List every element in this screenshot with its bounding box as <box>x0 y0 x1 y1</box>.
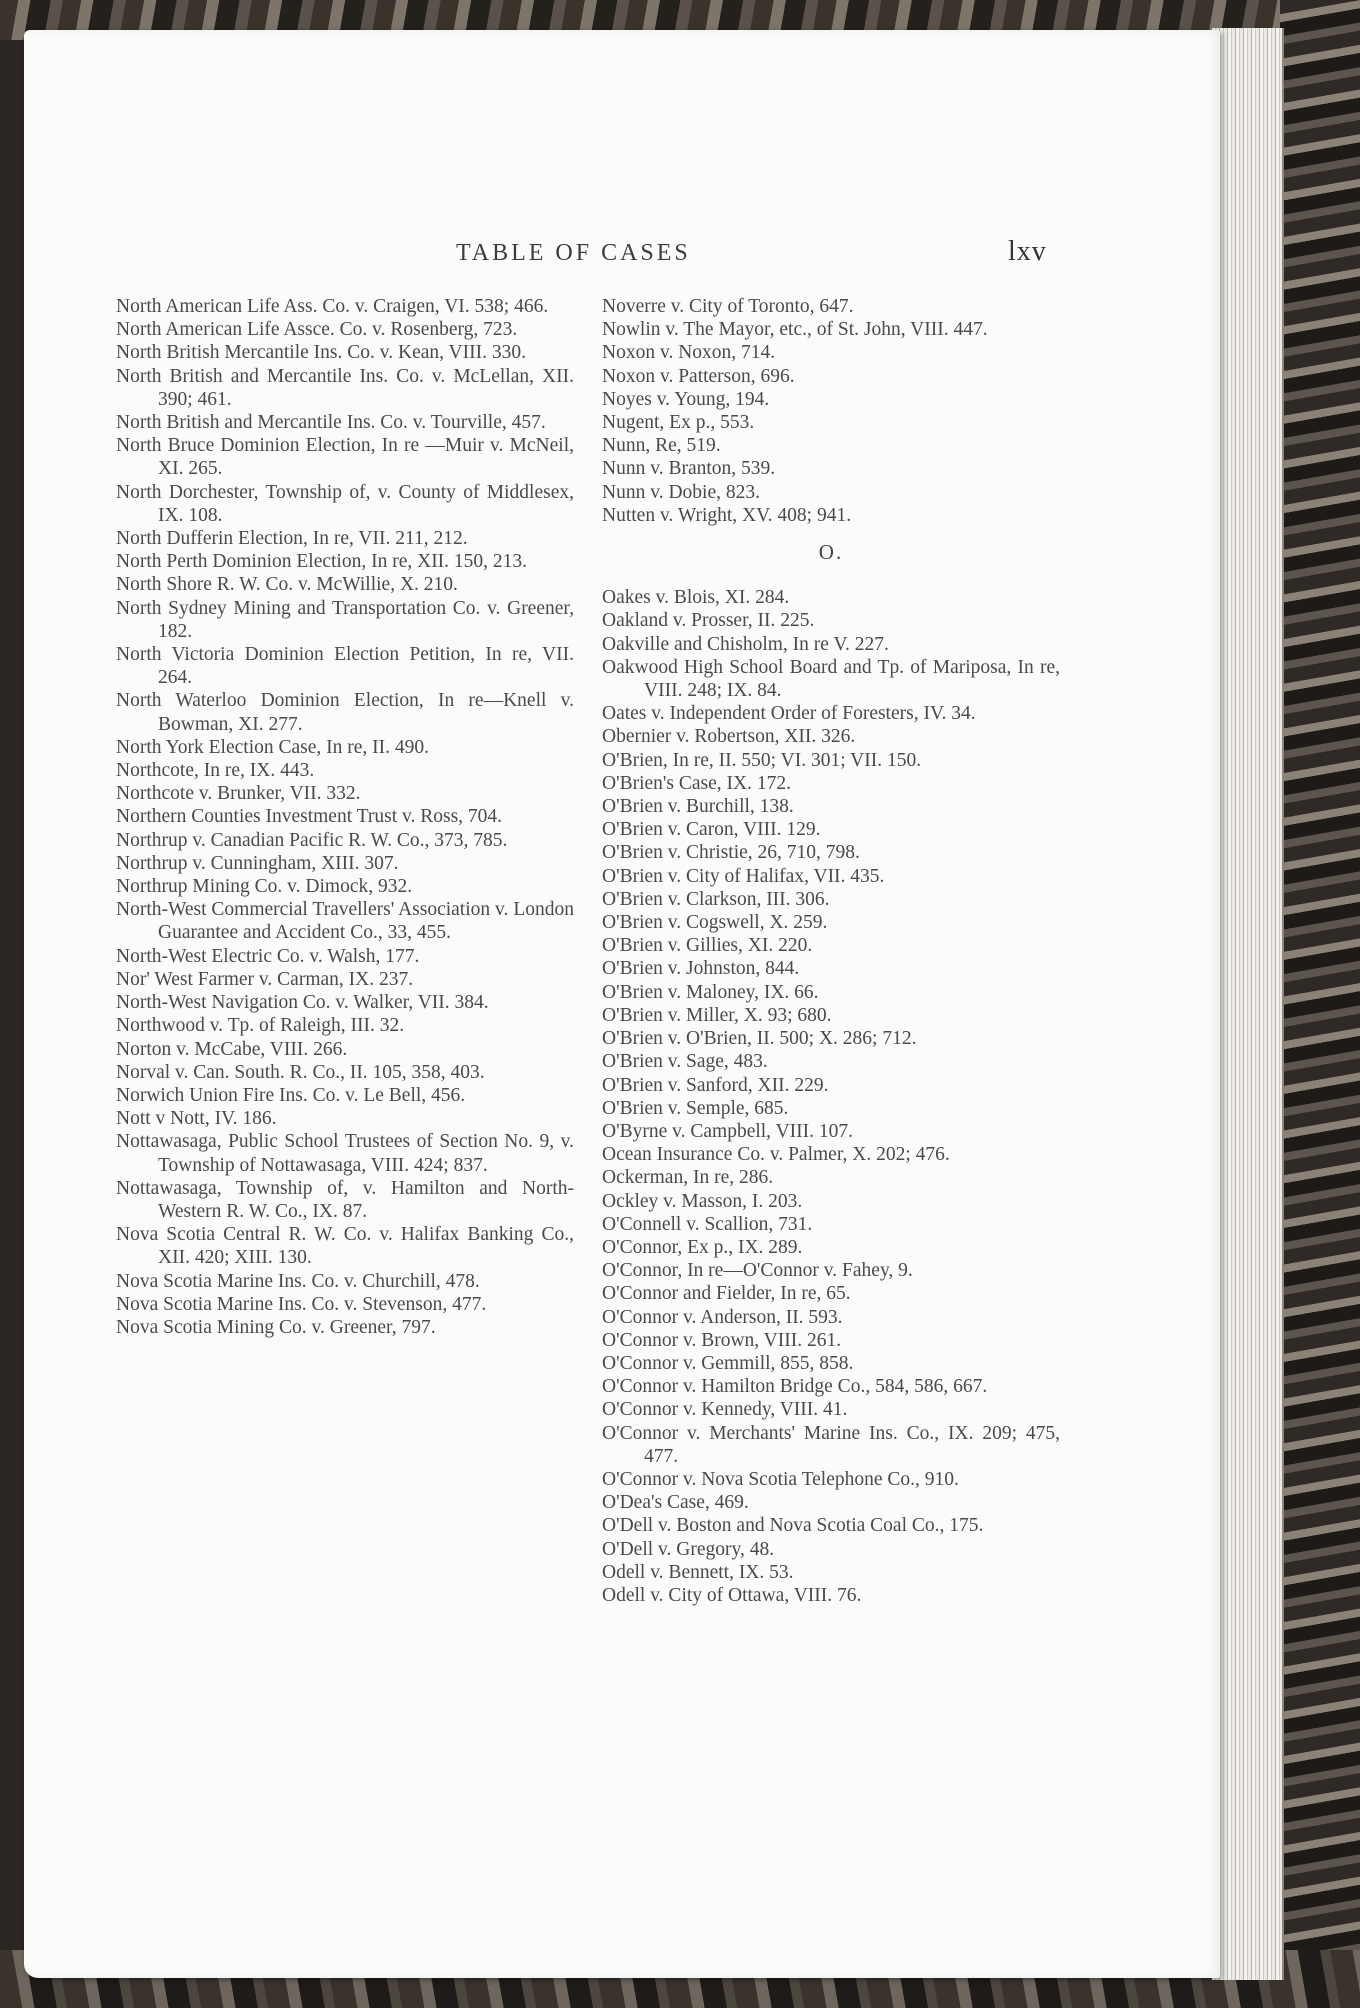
case-entry: Odell v. Bennett, IX. 53. <box>602 1561 794 1583</box>
case-entry: Nova Scotia Marine Ins. Co. v. Stevenson, 477. <box>116 1293 487 1315</box>
case-entry: O'Connor and Fielder, In re, 65. <box>602 1283 851 1305</box>
case-entry: Odell v. City of Ottawa, VIII. 76. <box>602 1584 862 1606</box>
case-entry: O'Connor, Ex p., IX. 289. <box>602 1236 803 1258</box>
case-entry: O'Brien's Case, IX. 172. <box>602 772 792 794</box>
case-entry: Ockley v. Masson, I. 203. <box>602 1190 803 1212</box>
case-entry: O'Connor v. Brown, VIII. 261. <box>602 1329 842 1351</box>
case-entry: O'Brien v. Miller, X. 93; 680. <box>602 1004 832 1026</box>
case-entry: O'Brien v. Cogswell, X. 259. <box>602 912 828 934</box>
case-entry: Oakes v. Blois, XI. 284. <box>602 587 790 609</box>
case-entry: North British and Mercantile Ins. Co. v. Tourville, 457. <box>116 412 546 434</box>
case-entry: North Dorchester, Township of, v. County of Middlesex, IX. 108. <box>116 481 574 526</box>
case-entry: Noyes v. Young, 194. <box>602 388 770 410</box>
case-entry: Noxon v. Patterson, 696. <box>602 365 795 387</box>
page-number: lxv <box>1008 236 1047 267</box>
case-entry: Norwich Union Fire Ins. Co. v. Le Bell, 456. <box>116 1084 466 1106</box>
background-right <box>1280 0 1360 2008</box>
section-letter-o: O. <box>818 540 844 565</box>
case-entry: Ocean Insurance Co. v. Palmer, X. 202; 476. <box>602 1144 950 1166</box>
case-entry: Northern Counties Investment Trust v. Ross, 704. <box>116 806 503 828</box>
case-entry: Northwood v. Tp. of Raleigh, III. 32. <box>116 1015 405 1037</box>
case-entry: O'Brien v. O'Brien, II. 500; X. 286; 712. <box>602 1028 917 1050</box>
right-column-n-entries <box>602 295 1060 527</box>
case-entry: O'Brien v. Caron, VIII. 129. <box>602 819 821 841</box>
book-page-edges <box>1212 28 1284 1980</box>
case-entry: North American Life Assce. Co. v. Rosenberg, 723. <box>116 319 518 341</box>
case-entry: O'Brien v. Sanford, XII. 229. <box>602 1074 829 1096</box>
case-entry: Northrup v. Cunningham, XIII. 307. <box>116 852 399 874</box>
right-column <box>602 295 1060 1607</box>
case-entry: Nottawasaga, Township of, v. Hamilton and North-Western R. W. Co., IX. 87. <box>116 1177 574 1222</box>
case-entry: Oakwood High School Board and Tp. of Mariposa, In re, VIII. 248; IX. 84. <box>602 656 1060 702</box>
case-entry: O'Brien v. Clarkson, III. 306. <box>602 888 830 910</box>
case-entry: Oakland v. Prosser, II. 225. <box>602 610 815 632</box>
case-entry: North Bruce Dominion Election, In re —Muir v. McNeil, XI. 265. <box>116 435 574 480</box>
case-entry: O'Brien v. Maloney, IX. 66. <box>602 981 819 1003</box>
case-entry: O'Brien v. Semple, 685. <box>602 1097 789 1119</box>
case-entry: O'Dell v. Boston and Nova Scotia Coal Co., 175. <box>602 1515 984 1537</box>
case-entry: Nova Scotia Central R. W. Co. v. Halifax Banking Co., XII. 420; XIII. 130. <box>116 1224 574 1269</box>
case-entry: Nor' West Farmer v. Carman, IX. 237. <box>116 968 414 990</box>
case-entry: Noxon v. Noxon, 714. <box>602 342 776 364</box>
case-entry: Northrup v. Canadian Pacific R. W. Co., 373, 785. <box>116 829 508 851</box>
case-entry: North Waterloo Dominion Election, In re—Knell v. Bowman, XI. 277. <box>116 690 574 735</box>
case-entry: Nottawasaga, Public School Trustees of Section No. 9, v. Township of Nottawasaga, VIII. 424; 837. <box>116 1131 574 1176</box>
case-entry: O'Connor v. Kennedy, VIII. 41. <box>602 1399 848 1421</box>
case-entry: Nunn v. Branton, 539. <box>602 458 776 480</box>
case-entry: Noverre v. City of Toronto, 647. <box>602 296 854 317</box>
right-column-o-entries <box>602 586 1060 1607</box>
case-entry: Nova Scotia Marine Ins. Co. v. Churchill, 478. <box>116 1270 480 1292</box>
case-entry: North-West Navigation Co. v. Walker, VII. 384. <box>116 992 489 1014</box>
page-header <box>24 238 1220 278</box>
case-entry: O'Byrne v. Campbell, VIII. 107. <box>602 1120 854 1142</box>
case-entry: Nunn v. Dobie, 823. <box>602 481 760 503</box>
case-entry: Northcote, In re, IX. 443. <box>116 760 315 782</box>
case-entry: O'Connor, In re—O'Connor v. Fahey, 9. <box>602 1260 913 1282</box>
case-entry: Nugent, Ex p., 553. <box>602 412 755 434</box>
book-page <box>24 30 1220 1978</box>
case-entry: O'Brien v. Johnston, 844. <box>602 958 800 980</box>
case-entry: O'Brien v. Gillies, XI. 220. <box>602 935 813 957</box>
case-entry: O'Brien v. Sage, 483. <box>602 1051 768 1073</box>
case-entry: North British and Mercantile Ins. Co. v. McLellan, XII. 390; 461. <box>116 365 574 410</box>
case-entry: Obernier v. Robertson, XII. 326. <box>602 726 856 748</box>
case-entry: North American Life Ass. Co. v. Craigen, VI. 538; 466. <box>116 296 549 317</box>
case-entry: Norval v. Can. South. R. Co., II. 105, 358, 403. <box>116 1061 485 1083</box>
case-entry: O'Dea's Case, 469. <box>602 1492 749 1514</box>
case-entry: O'Brien, In re, II. 550; VI. 301; VII. 150. <box>602 749 922 771</box>
case-entry: North British Mercantile Ins. Co. v. Kean, VIII. 330. <box>116 342 526 364</box>
case-entry: Nowlin v. The Mayor, etc., of St. John, VIII. 447. <box>602 319 988 341</box>
running-title: TABLE OF CASES <box>456 240 691 266</box>
case-entry: O'Connor v. Anderson, II. 593. <box>602 1306 843 1328</box>
left-column <box>116 295 574 1339</box>
case-entry: North Shore R. W. Co. v. McWillie, X. 210. <box>116 574 458 596</box>
case-entry: Oates v. Independent Order of Foresters, IV. 34. <box>602 703 976 725</box>
case-entry: O'Connor v. Gemmill, 855, 858. <box>602 1352 854 1374</box>
case-entry: O'Connell v. Scallion, 731. <box>602 1213 813 1235</box>
case-entry: O'Connor v. Merchants' Marine Ins. Co., IX. 209; 475, 477. <box>602 1422 1060 1467</box>
case-entry: North Perth Dominion Election, In re, XII. 150, 213. <box>116 551 528 573</box>
case-entry: North-West Electric Co. v. Walsh, 177. <box>116 945 420 967</box>
case-entry: North Sydney Mining and Transportation Co. v. Greener, 182. <box>116 597 574 642</box>
case-entry: O'Connor v. Nova Scotia Telephone Co., 910. <box>602 1468 959 1490</box>
case-entry: Nova Scotia Mining Co. v. Greener, 797. <box>116 1316 436 1338</box>
case-entry: Northrup Mining Co. v. Dimock, 932. <box>116 876 413 898</box>
case-entry: O'Dell v. Gregory, 48. <box>602 1538 775 1560</box>
case-entry: North-West Commercial Travellers' Association v. London Guarantee and Accident Co., 33, 455. <box>116 899 574 944</box>
case-entry: North Victoria Dominion Election Petition, In re, VII. 264. <box>116 644 574 689</box>
case-entry: North Dufferin Election, In re, VII. 211, 212. <box>116 528 468 550</box>
case-entry: Nunn, Re, 519. <box>602 435 721 457</box>
case-entry: Norton v. McCabe, VIII. 266. <box>116 1038 348 1060</box>
case-entry: O'Brien v. City of Halifax, VII. 435. <box>602 865 885 887</box>
case-entry: Oakville and Chisholm, In re V. 227. <box>602 633 889 655</box>
case-entry: Nott v Nott, IV. 186. <box>116 1108 277 1130</box>
case-entry: Nutten v. Wright, XV. 408; 941. <box>602 504 852 526</box>
case-entry: Northcote v. Brunker, VII. 332. <box>116 783 361 805</box>
case-entry: O'Connor v. Hamilton Bridge Co., 584, 586, 667. <box>602 1376 988 1398</box>
case-entry: Ockerman, In re, 286. <box>602 1167 774 1189</box>
case-entry: North York Election Case, In re, II. 490. <box>116 736 430 758</box>
case-entry: O'Brien v. Christie, 26, 710, 798. <box>602 842 860 864</box>
case-entry: O'Brien v. Burchill, 138. <box>602 796 794 818</box>
